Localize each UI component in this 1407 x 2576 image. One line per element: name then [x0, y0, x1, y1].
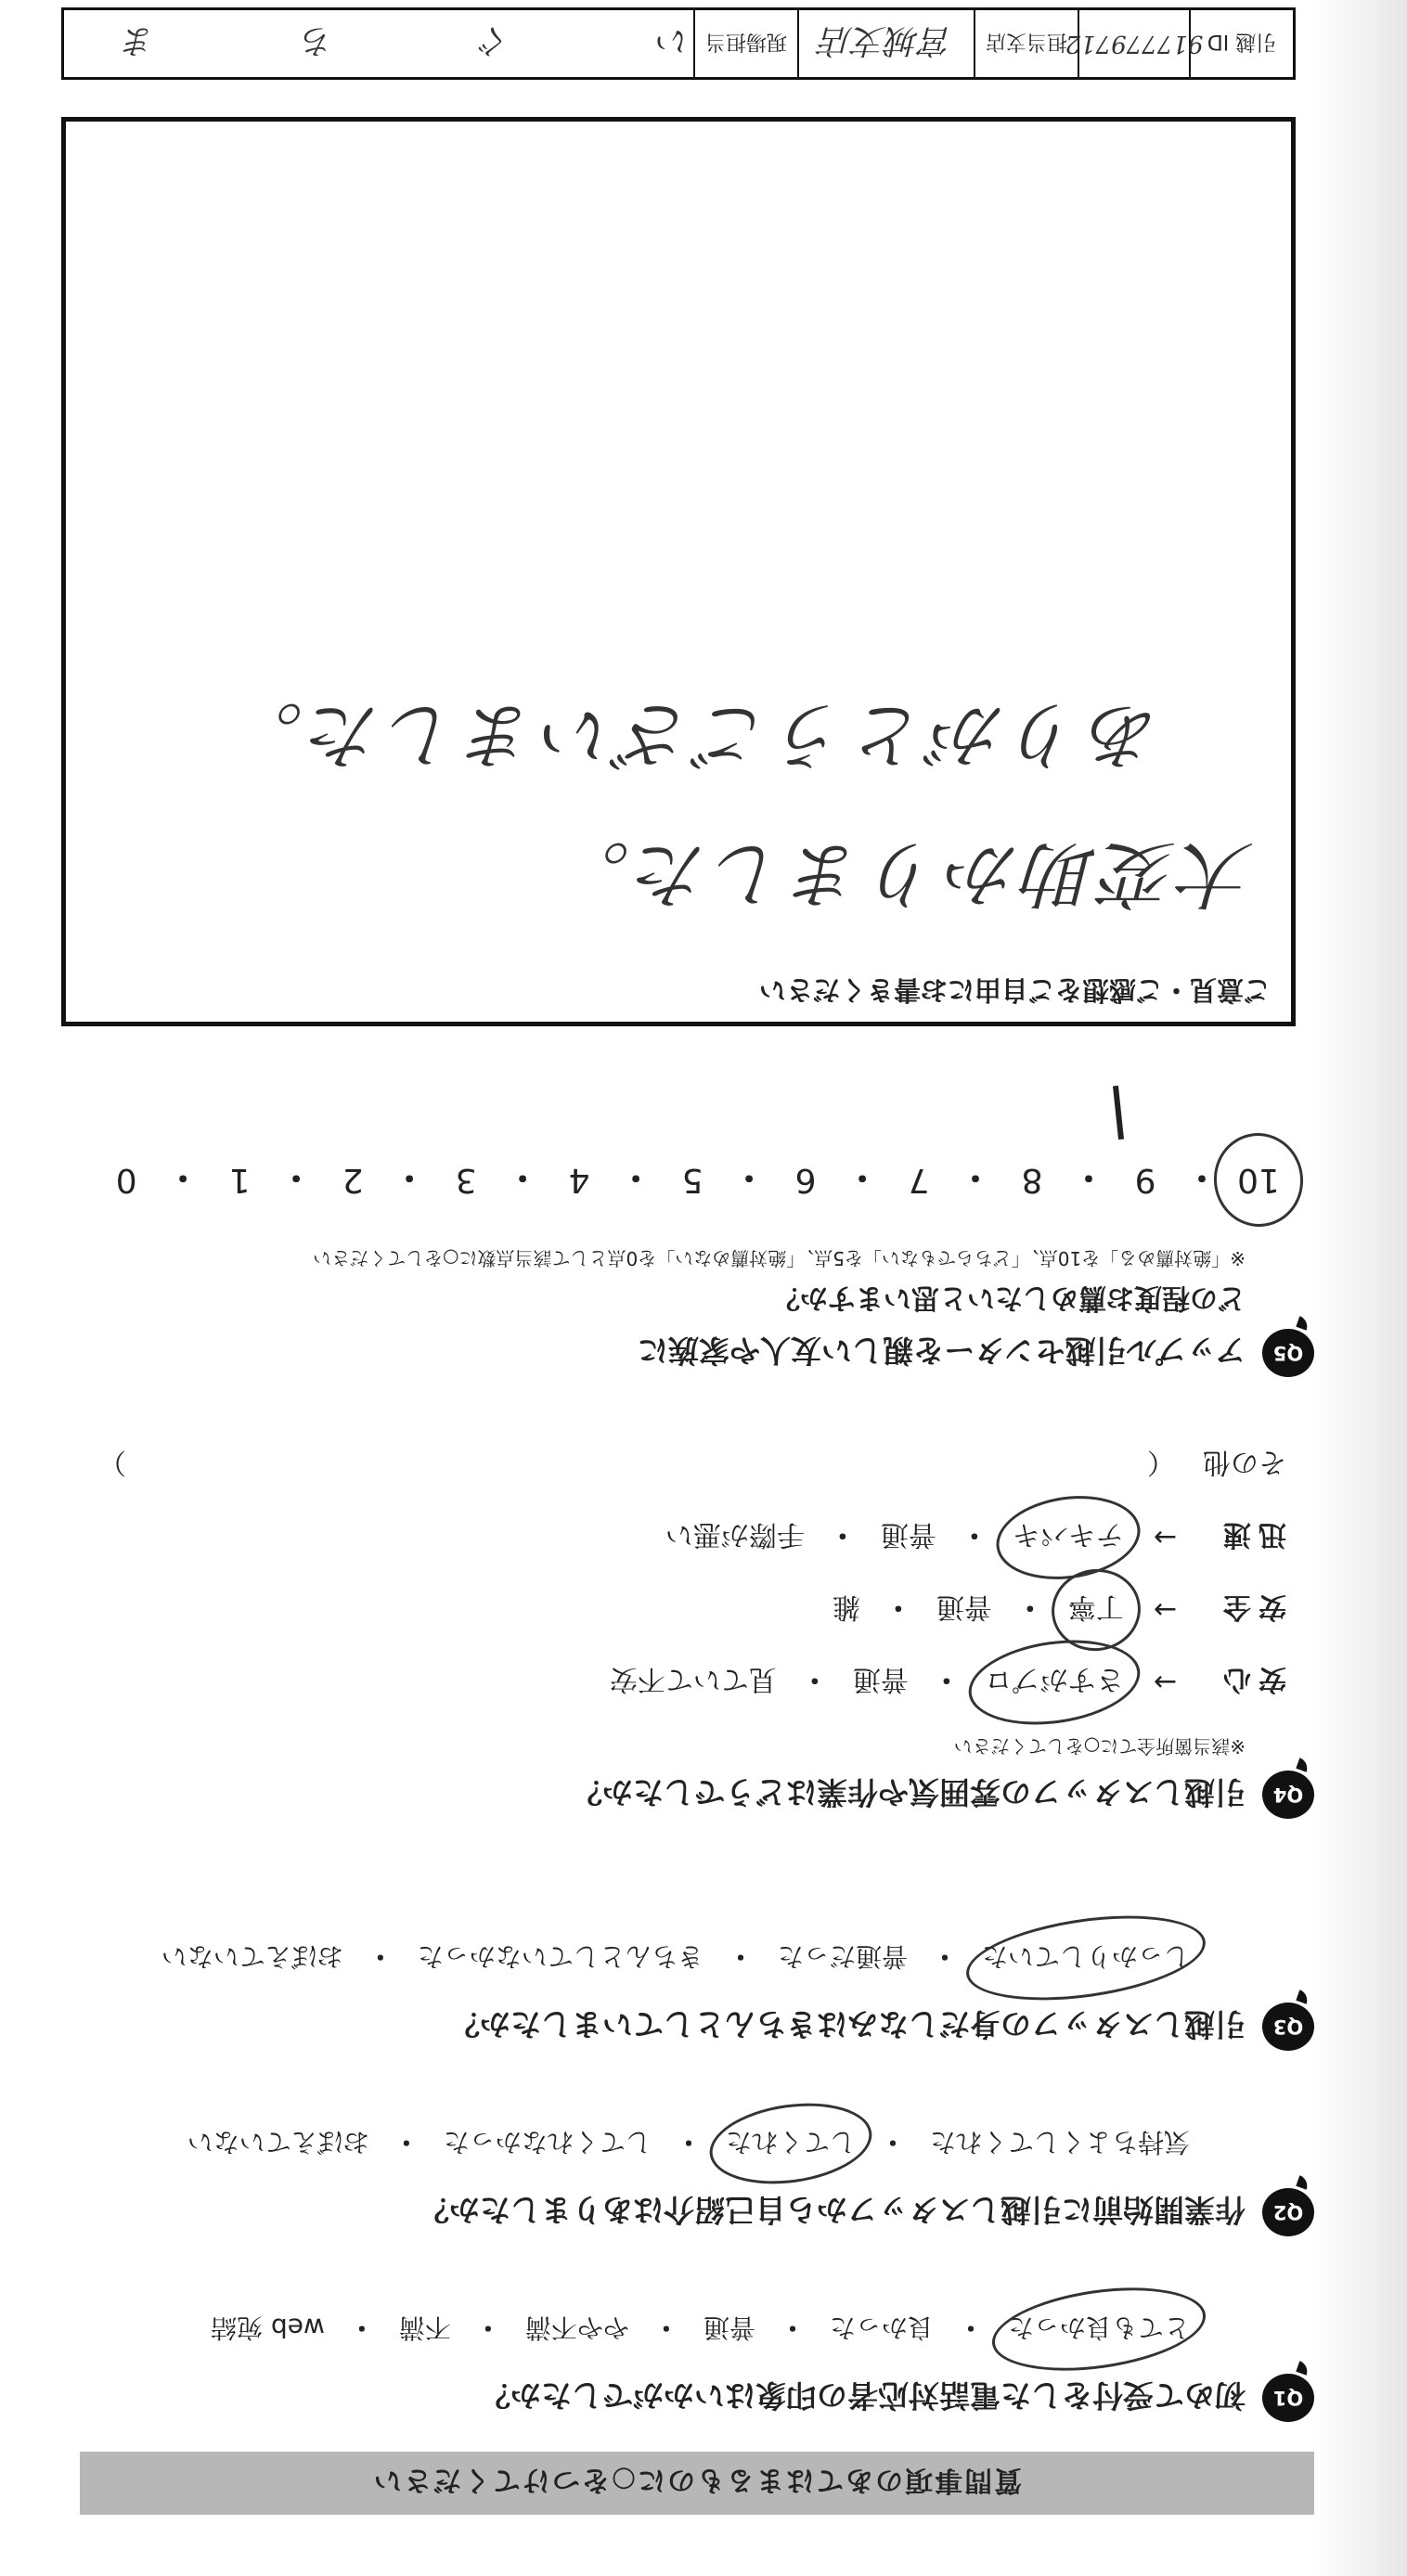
handwritten-tick-mark: [1113, 1086, 1124, 1140]
q4-badge: Q4: [1262, 1771, 1314, 1819]
q4-other-label: その他: [1203, 1446, 1286, 1478]
q3-option-tidy[interactable]: しっかりしていた: [978, 1939, 1194, 1977]
q2-options: 気持ちよくしてくれた ・ してくれた ・ してくれなかった ・ おぼえていない: [80, 2125, 1194, 2162]
arrow-right-icon: →: [1153, 1593, 1177, 1627]
q5-note: ※「絶対薦める」を10点、「どちらでもない」を5点、「絶対薦めない」を0点として該当点数に○をしてください: [313, 1247, 1246, 1269]
branch-label-cell: [974, 10, 1078, 77]
leader-label: 現場担当: [705, 30, 788, 54]
question-1: [80, 2311, 1314, 2424]
scan-edge-shadow: [1314, 0, 1407, 2576]
q2-option-yes[interactable]: してくれた: [722, 2125, 859, 2162]
q4-option-rough[interactable]: 雑: [832, 1591, 860, 1623]
question-4: [80, 1445, 1314, 1821]
leader-value: い ぐ ち ま: [67, 21, 691, 60]
arrow-right-icon: →: [1153, 1666, 1177, 1699]
branch-label: 担当支店: [986, 30, 1068, 54]
q4-text: 引越しスタッフの雰囲気や作業はどうでしたか？: [572, 1774, 1246, 1811]
id-label-cell: [1189, 10, 1293, 77]
q5-score-7[interactable]: 7: [908, 1161, 930, 1199]
q3-option-untidy[interactable]: きちんとしていなかった: [417, 1941, 704, 1972]
q1-option-somewhat-dissatisfied[interactable]: やや不満: [524, 2312, 629, 2343]
branch-value: 宮城支店: [820, 21, 954, 60]
q1-option-web[interactable]: web 宛結: [211, 2312, 325, 2343]
q4-option-quick[interactable]: テキパキ: [1009, 1517, 1128, 1558]
q1-option-normal[interactable]: 普通: [703, 2312, 755, 2343]
q4-row-speed: 迅速 → テキパキ ・ 普通 ・ 手際が悪い: [80, 1517, 1286, 1558]
q5-badge: Q5: [1262, 1329, 1314, 1377]
branch-value-cell: [797, 10, 974, 77]
free-comment-box[interactable]: [61, 117, 1296, 1026]
q4-other-paren-close: ）: [98, 1446, 126, 1478]
q4-note: ※該当箇所全てに○をしてください: [953, 1735, 1246, 1758]
q5-score-5[interactable]: 5: [681, 1161, 704, 1199]
q4-option-uneasy[interactable]: 見ていて不安: [609, 1663, 777, 1695]
q4-row-relief: 安心 → さすがプロ ・ 普通 ・ 見ていて不安: [80, 1662, 1286, 1703]
arrow-right-icon: →: [1153, 1521, 1177, 1554]
q4-option-professional[interactable]: さすがプロ: [981, 1662, 1128, 1703]
q1-options: とても良かった ・ 良かった ・ 普通 ・ やや不満 ・ 不満 ・ web 宛結: [80, 2311, 1194, 2348]
leader-value-cell: [64, 10, 693, 77]
q4-option-normal[interactable]: 普通: [852, 1663, 909, 1695]
q2-badge: Q2: [1262, 2188, 1314, 2236]
q5-text-line1: アップル引越センターを親しい友人や家族に: [637, 1333, 1246, 1370]
q5-score-8[interactable]: 8: [1021, 1161, 1043, 1199]
info-table: [61, 7, 1296, 80]
id-value: 917779712: [1065, 30, 1204, 58]
q5-score-4[interactable]: 4: [568, 1161, 590, 1199]
q4-option-normal[interactable]: 普通: [936, 1591, 992, 1623]
id-value-cell: [1065, 10, 1204, 77]
q5-score-6[interactable]: 6: [794, 1161, 817, 1199]
q5-score-10[interactable]: 10: [1231, 1161, 1286, 1199]
q1-badge: Q1: [1262, 2374, 1314, 2422]
q1-option-good[interactable]: 良かった: [829, 2312, 934, 2343]
q4-row-label: 安全: [1216, 1591, 1286, 1623]
q5-score-2[interactable]: 2: [342, 1161, 364, 1199]
q5-score-scale: 10 ・ 9 ・ 8 ・ 7 ・ 6 ・ 5 ・ 4 ・ 3 ・ 2 ・ 1 ・ 0: [98, 1156, 1286, 1204]
id-label: 引越 ID: [1207, 30, 1277, 54]
q3-badge: Q3: [1262, 2003, 1314, 2051]
q2-option-pleasant[interactable]: 気持ちよくしてくれた: [929, 2127, 1190, 2157]
q5-score-9[interactable]: 9: [1134, 1161, 1156, 1199]
free-comment-title: ご意見・ご感想をご自由にお書きください: [758, 974, 1271, 1006]
q4-option-normal[interactable]: 普通: [880, 1518, 936, 1551]
free-comment-line-1: 大変助かりました。: [551, 831, 1254, 915]
instruction-header: [80, 2452, 1314, 2515]
q4-row-safety: 安全 → 丁寧 ・ 普通 ・ 雑: [80, 1590, 1286, 1630]
q5-score-1[interactable]: 1: [228, 1161, 251, 1199]
q4-row-label: 安心: [1216, 1663, 1286, 1695]
q4-other-paren-open: （: [1147, 1446, 1175, 1478]
q2-option-no[interactable]: してくれなかった: [443, 2127, 652, 2157]
q4-row-other: [98, 1445, 1286, 1486]
q3-option-dont-remember[interactable]: おぼえていない: [161, 1941, 343, 1972]
q1-option-dissatisfied[interactable]: 不満: [398, 2312, 451, 2343]
q3-text: 引越しスタッフの身だしなみはきちんとしていましたか？: [449, 2006, 1246, 2043]
q2-text: 作業開始前に引越しスタッフから自己紹介はありましたか？: [419, 2192, 1246, 2229]
q4-row-label: 迅速: [1216, 1518, 1286, 1551]
q5-text-line2: どの程度お薦めしたいと思いますか？: [772, 1282, 1246, 1314]
q2-option-dont-remember[interactable]: おぼえていない: [187, 2127, 369, 2157]
q1-text: 初めて受付をした電話対応者の印象はいかがでしたか？: [480, 2377, 1246, 2415]
question-3: [80, 1939, 1314, 2053]
free-comment-line-2: ありがとうございました。: [225, 692, 1161, 776]
question-2: [80, 2125, 1314, 2238]
q1-option-very-good[interactable]: とても良かった: [1004, 2311, 1194, 2348]
q5-score-3[interactable]: 3: [455, 1161, 477, 1199]
q4-option-careful[interactable]: 丁寧: [1065, 1590, 1128, 1630]
q3-options: しっかりしていた ・ 普通だった ・ きちんとしていなかった ・ おぼえていない: [80, 1939, 1194, 1977]
instruction-text: 質問事項のあてはまるものに○をつけてください: [371, 2464, 1023, 2496]
q3-option-normal[interactable]: 普通だった: [777, 1941, 908, 1972]
leader-label-cell: [693, 10, 797, 77]
q5-score-0[interactable]: 0: [115, 1161, 137, 1199]
question-5: [80, 1156, 1314, 1379]
q4-option-clumsy[interactable]: 手際が悪い: [665, 1518, 805, 1551]
